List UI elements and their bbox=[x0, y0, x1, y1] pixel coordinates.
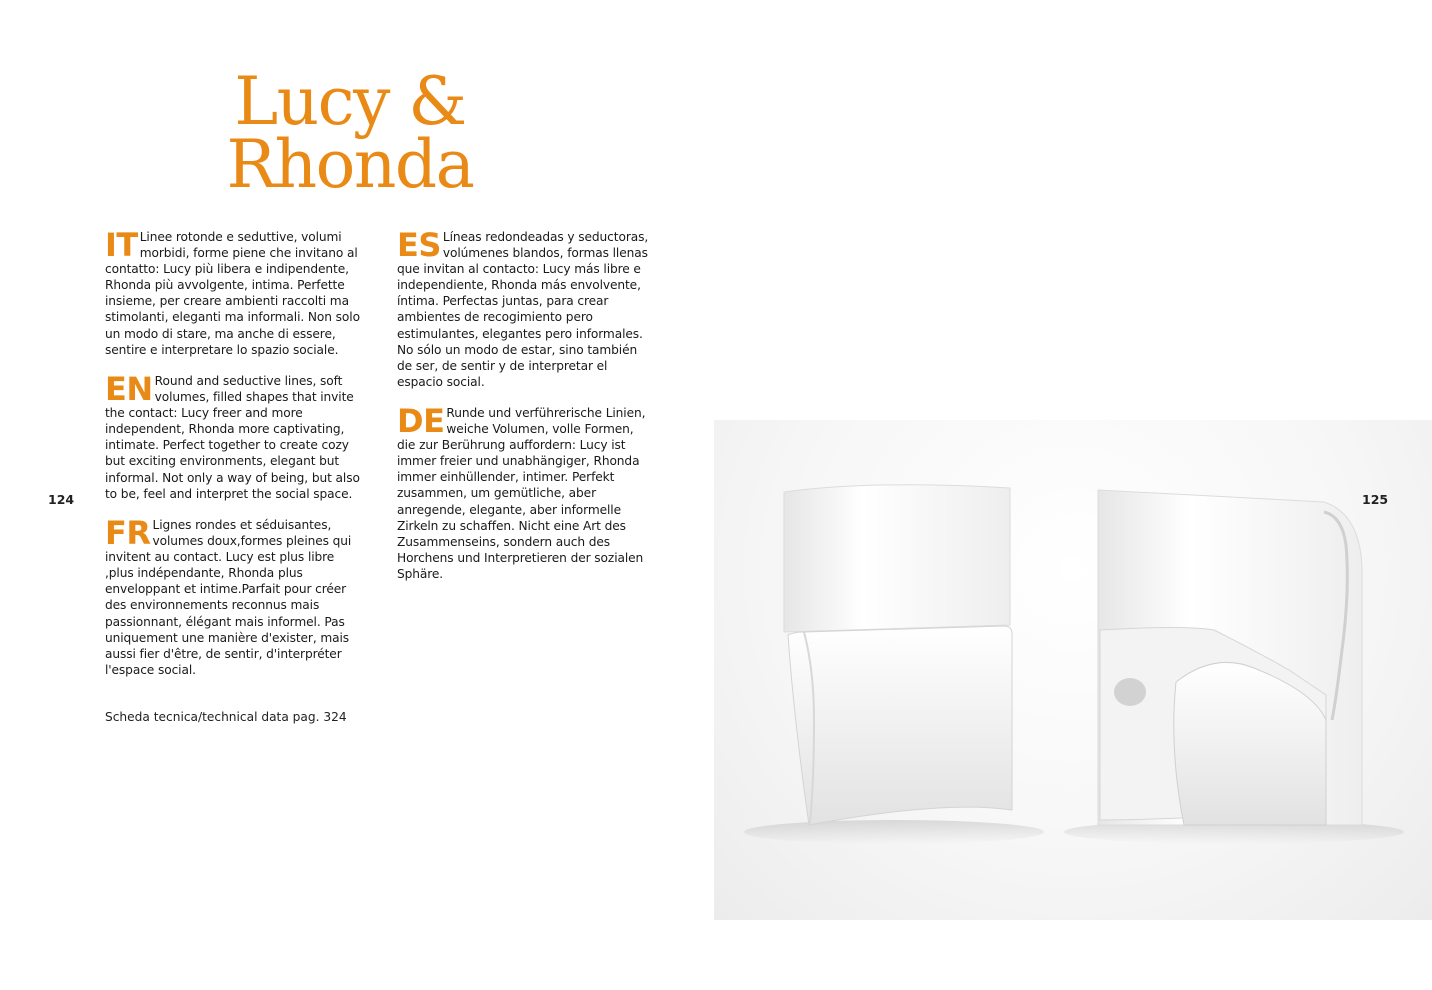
language-code-fr: FR bbox=[105, 514, 151, 552]
page-number-right: 125 bbox=[1362, 492, 1389, 507]
product-photo bbox=[714, 420, 1432, 920]
rhonda-chair bbox=[1098, 490, 1362, 825]
lucy-chair bbox=[784, 485, 1012, 825]
page-title bbox=[205, 63, 495, 203]
language-code-de: DE bbox=[397, 402, 445, 440]
section-text-de: Runde und verführerische Linien, weiche Volumen, volle Formen, die zur Berührung auffordern: Lucy ist immer freier und unabhängiger, Rhonda immer einhüllender, intimer. Perfekt zusammen, um gemütliche, aber anregende, elegante, aber informelle Zirkeln zu schaffen. Nicht eine Art des Zusammenseins, sondern auch des Horchens und Interpretieren der sozialen Sphäre. bbox=[397, 406, 646, 581]
lucy-shadow bbox=[744, 820, 1044, 844]
section-fr bbox=[105, 514, 363, 678]
section-de bbox=[397, 402, 655, 582]
title-line-2: Rhonda bbox=[226, 126, 474, 203]
section-en bbox=[105, 370, 363, 502]
language-code-en: EN bbox=[105, 370, 153, 408]
section-text-es: Líneas redondeadas y seductoras, volúmenes blandos, formas llenas que invitan al contacto: Lucy más libre e independiente, Rhonda más envolvente, íntima. Perfectas juntas, para crear ambientes de recogimiento pero estimulantes, elegantes pero informales. No sólo un modo de estar, sino también de ser, de sentir y de interpretar el espacio social. bbox=[397, 230, 649, 389]
page-number-left: 124 bbox=[48, 492, 75, 507]
language-code-es: ES bbox=[397, 226, 441, 264]
technical-data-reference: Scheda tecnica/technical data pag. 324 bbox=[105, 710, 347, 724]
section-text-it: Linee rotonde e seduttive, volumi morbidi, forme piene che invitano al contatto: Lucy più libera e indipendente, Rhonda più avvolgente, intima. Perfette insieme, per creare ambienti raccolti ma stimolanti, eleganti ma informali. Non solo un modo di stare, ma anche di essere, sentire e interpretare lo spazio sociale. bbox=[105, 230, 360, 357]
section-it bbox=[105, 226, 363, 358]
section-text-fr: Lignes rondes et séduisantes, volumes doux,formes pleines qui invitent au contact. Lucy est plus libre ,plus indépendante, Rhonda plus enveloppant et intime.Parfait pour créer des environnements reconnus mais passionnant, élégant mais informel. Pas uniquement une manière d'exister, mais aussi fier d'être, de sentir, d'interpréter l'espace social. bbox=[105, 518, 352, 677]
title-line-1: Lucy & bbox=[234, 63, 466, 140]
section-text-en: Round and seductive lines, soft volumes, filled shapes that invite the contact: Lucy freer and more independent, Rhonda more captivating, intimate. Perfect together to create cozy but exciting environments, elegant but informal. Not only a way of being, but also to be, feel and interpret the social space. bbox=[105, 374, 360, 501]
language-code-it: IT bbox=[105, 226, 138, 264]
section-es bbox=[397, 226, 655, 390]
rhonda-handle bbox=[1114, 678, 1146, 706]
